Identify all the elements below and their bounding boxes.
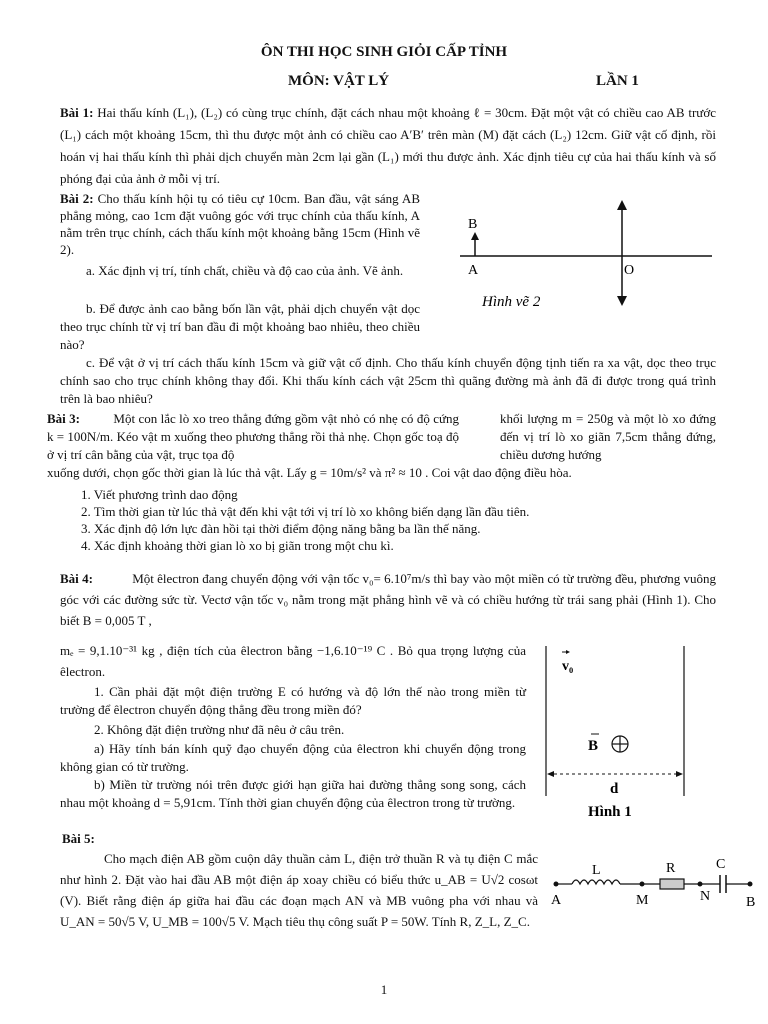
inductor-coil <box>572 880 620 884</box>
lens-arrow-bottom-icon <box>617 296 627 306</box>
terminal-a <box>554 882 559 887</box>
bai4-q1: 1. Cần phải đặt một điện trường E có hướng và độ lớn thế nào trong miền từ trường để êlectron chuyển động thẳng đều trong miền đó? <box>60 684 526 717</box>
round-label: LẦN 1 <box>596 73 639 89</box>
lens-arrow-top-icon <box>617 200 627 210</box>
label-c: C <box>716 857 726 872</box>
b-label: B <box>588 738 599 754</box>
bai2-question-a: a. Xác định vị trí, tính chất, chiều và độ cao của ảnh. Vẽ ảnh. <box>86 263 404 278</box>
resistor <box>660 879 684 889</box>
bai4-intro <box>60 568 716 631</box>
bai4-q2: 2. Không đặt điện trường như đã nêu ở câu trên. <box>94 722 345 737</box>
bai4-intro-text: Một êlectron đang chuyển động với vận tốc v₀= 6.10⁷m/s thì bay vào một miền có từ trường đều, phương vuông góc với các đường sức từ. Vectơ vận tốc v₀ nằm trong mặt phẳng hình vẽ và có chiều hướng từ trái sang phải (Hình 1). Cho biết B = 0,005 T , <box>60 571 717 628</box>
bai3-item-4: 4. Xác định khoảng thời gian lò xo bị giãn trong một chu kì. <box>81 538 394 553</box>
bai2-question-b: b. Để được ảnh cao bằng bốn lần vật, phải dịch chuyển vật dọc theo trục chính từ vị trí ban đầu đi một khoảng bao nhiêu, theo chiều nào? <box>60 301 420 352</box>
bai2-intro <box>60 190 420 258</box>
bai1-text: Hai thấu kính (L₁), (L₂) có cùng trục chính, đặt cách nhau một khoảng ℓ = 30cm. Đặt một vật có chiều cao AB trước (L₁) cách một khoảng 15cm, thì thu được một ảnh có chiều cao A′B′ trên màn (M) đặt cách (L₂) 12cm. Giữ vật cố định, rồi hoán vị hai thấu kính thì phải dịch chuyển màn 2cm lại gần (L₁) mới thu được ảnh. Xác định tiêu cự của hai thấu kính và số phóng đại của ảnh ở mỗi vị trí. <box>60 105 716 186</box>
page-title: ÔN THI HỌC SINH GIỎI CẤP TỈNH <box>260 44 508 60</box>
bai1-label: Bài 1: <box>60 105 94 120</box>
bai4-q2a: a) Hãy tính bán kính quỹ đạo chuyển động của êlectron khi chuyển động trong không gian có từ trường. <box>60 741 526 774</box>
d-label: d <box>610 781 619 797</box>
label-n: N <box>700 889 711 904</box>
magnetic-field-figure <box>538 640 718 824</box>
circuit-figure <box>548 854 760 910</box>
v0-label: v₀ <box>562 659 574 674</box>
label-b: B <box>468 217 478 232</box>
bai3-right: khối lượng m = 250g và một lò xo đứng đến vị trí lò xo giãn 7,5cm thẳng đứng, chiều dương hướng <box>500 411 716 462</box>
bai3-line4: xuống dưới, chọn gốc thời gian là lúc thả vật. Lấy g = 10m/s² và π² ≈ 10 . Coi vật dao động điều hòa. <box>47 465 572 480</box>
label-b-circuit: B <box>746 895 756 910</box>
bai2-intro-text: Cho thấu kính hội tụ có tiêu cự 10cm. Ban đầu, vật sáng AB phẳng mỏng, cao 1cm đặt vuông góc với trục chính của thấu kính, A nằm trên trục chính, cách thấu kính một khoảng bằng 15cm (Hình vẽ 2). <box>60 191 420 257</box>
bai3-label: Bài 3: <box>47 411 80 426</box>
node-n <box>698 882 703 887</box>
bai2-question-c: c. Để vật ở vị trí cách thấu kính 15cm và giữ vật cố định. Cho thấu kính chuyển động tịnh tiến ra xa vật, dọc theo trục chính sao cho trục chính không thay đổi. Khi thấu kính cách vật 25cm thì quãng đường mà ảnh đã đi được trong quá trình trên là bao nhiêu? <box>60 355 716 406</box>
bai3-item-1: 1. Viết phương trình dao động <box>81 487 238 502</box>
label-a-circuit: A <box>551 893 562 908</box>
bai4-label: Bài 4: <box>60 571 93 586</box>
label-r: R <box>666 861 676 876</box>
label-m: M <box>636 893 649 908</box>
v0-arrow-icon <box>566 650 570 654</box>
bai4-mass: mₑ = 9,1.10⁻³¹ kg , điện tích của êlectron bằng −1,6.10⁻¹⁹ C . Bỏ qua trọng lượng của êlectron. <box>60 643 526 679</box>
bai1-block <box>60 102 716 190</box>
bai5-label: Bài 5: <box>62 831 95 846</box>
bai2-label: Bài 2: <box>60 191 94 206</box>
label-a: A <box>468 263 479 278</box>
label-o: O <box>624 263 635 278</box>
bai3-item-3: 3. Xác định độ lớn lực đàn hồi tại thời điểm động năng bằng ba lần thế năng. <box>81 521 481 536</box>
bai4-q2b: b) Miền từ trường nói trên được giới hạn giữa hai đường thẳng song song, cách nhau một khoảng d = 5,91cm. Tính thời gian chuyển động của êlectron trong từ trường. <box>60 777 526 810</box>
d-arrow-left-icon <box>547 771 554 777</box>
bai3-item-2: 2. Tìm thời gian từ lúc thả vật đến khi vật tới vị trí lò xo không biến dạng lần đầu tiên. <box>81 504 530 519</box>
lens-figure <box>440 198 720 318</box>
node-m <box>640 882 645 887</box>
figure-caption: Hình vẽ 2 <box>482 294 541 310</box>
terminal-b <box>748 882 753 887</box>
bai3-left <box>47 410 459 464</box>
label-l: L <box>592 863 601 878</box>
d-arrow-right-icon <box>676 771 683 777</box>
page-number: 1 <box>380 982 388 997</box>
bai5-text: Cho mạch điện AB gồm cuộn dây thuần cảm L, điện trở thuần R và tụ điện C mắc như hình 2. Đặt vào hai đầu AB một điện áp xoay chiều có biểu thức u_AB = U√2 cosωt (V). Biết rằng điện áp giữa hai đầu các đoạn mạch AN và MB vuông pha với nhau và U_AN = 50√5 V, U_MB = 100√5 V. Mạch tiêu thụ công suất P = 50W. Tính R, Z_L, Z_C. <box>60 851 538 929</box>
object-arrow-icon <box>471 232 479 240</box>
bai3-left-text: Một con lắc lò xo treo thẳng đứng gồm vật nhỏ có nhẹ có độ cứng k = 100N/m. Kéo vật m xuống theo phương thẳng rồi thả nhẹ. Chọn gốc toạ độ ở vị trí cân bằng của vật, trục tọa độ <box>47 411 460 462</box>
hinh1-caption: Hình 1 <box>588 804 632 820</box>
subject-label: MÔN: VẬT LÝ <box>288 73 390 89</box>
